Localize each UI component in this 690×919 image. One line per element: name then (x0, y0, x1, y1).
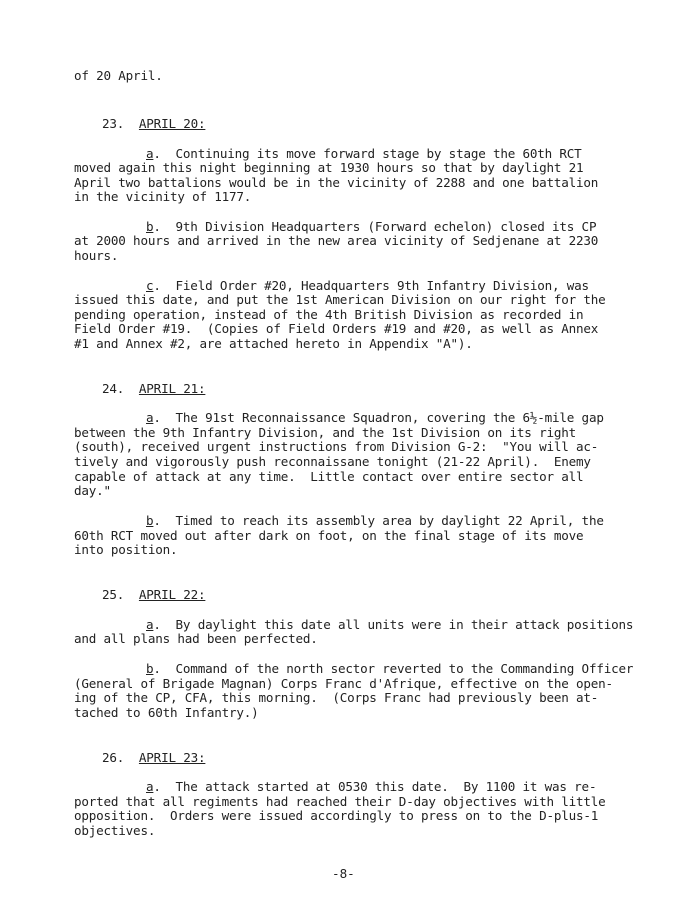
section-heading (102, 116, 205, 131)
paragraph-line: into position. (74, 542, 178, 557)
paragraph-line: objectives. (74, 823, 156, 838)
paragraph-letter: b (146, 219, 154, 234)
section-heading (102, 587, 205, 602)
section-date: APRIL 22: (138, 587, 206, 602)
paragraph-line: Field Order #19. (Copies of Field Orders #19 and #20, as well as Annex (74, 321, 599, 336)
section-heading (102, 750, 205, 765)
paragraph-line: and all plans had been perfected. (74, 631, 318, 646)
paragraph-line: tively and vigorously push reconnaissane tonight (21-22 April). Enemy (74, 454, 591, 469)
section-number: 25. (102, 587, 125, 602)
paragraph-letter: c (146, 278, 154, 293)
section-number: 24. (102, 381, 125, 396)
paragraph-letter: a (146, 617, 154, 632)
paragraph-letter: b (146, 513, 154, 528)
paragraph-line: capable of attack at any time. Little contact over entire sector all (74, 469, 584, 484)
paragraph-line: in the vicinity of 1177. (74, 189, 252, 204)
section-date: APRIL 21: (138, 381, 206, 396)
paragraph-first-line: a. By daylight this date all units were in their attack positions (146, 617, 634, 632)
paragraph-first-line: a. The attack started at 0530 this date. By 1100 it was re- (146, 779, 597, 794)
paragraph-first-line: c. Field Order #20, Headquarters 9th Infantry Division, was (146, 278, 589, 293)
paragraph-line: day." (74, 483, 111, 498)
section-number: 26. (102, 750, 125, 765)
paragraph-letter: b (146, 661, 154, 676)
paragraph-line: opposition. Orders were issued accordingly to press on to the D-plus-1 (74, 808, 599, 823)
section-date: APRIL 20: (138, 116, 206, 131)
paragraph-line: (south), received urgent instructions from Division G-2: "You will ac- (74, 439, 599, 454)
paragraph-line: tached to 60th Infantry.) (74, 705, 259, 720)
paragraph-first-line: b. Command of the north sector reverted to the Commanding Officer (146, 661, 634, 676)
paragraph-line: issued this date, and put the 1st American Division on our right for the (74, 292, 606, 307)
section-number: 23. (102, 116, 125, 131)
paragraph-letter: a (146, 779, 154, 794)
paragraph-line: ported that all regiments had reached their D-day objectives with little (74, 794, 606, 809)
paragraph-letter: a (146, 146, 154, 161)
paragraph-line: at 2000 hours and arrived in the new area vicinity of Sedjenane at 2230 (74, 233, 599, 248)
paragraph-first-line: a. Continuing its move forward stage by stage the 60th RCT (146, 146, 582, 161)
section-date: APRIL 23: (138, 750, 206, 765)
page-number: -8- (332, 866, 355, 881)
paragraph-line: #1 and Annex #2, are attached hereto in Appendix "A"). (74, 336, 473, 351)
opening-line: of 20 April. (74, 68, 163, 83)
paragraph-first-line: b. Timed to reach its assembly area by daylight 22 April, the (146, 513, 604, 528)
section-heading (102, 381, 205, 396)
paragraph-line: 60th RCT moved out after dark on foot, on the final stage of its move (74, 528, 584, 543)
paragraph-line: between the 9th Infantry Division, and the 1st Division on its right (74, 425, 576, 440)
paragraph-first-line: a. The 91st Reconnaissance Squadron, covering the 6½-mile gap (146, 410, 604, 425)
paragraph-line: moved again this night beginning at 1930 hours so that by daylight 21 (74, 160, 584, 175)
paragraph-line: pending operation, instead of the 4th British Division as recorded in (74, 307, 584, 322)
paragraph-line: April two battalions would be in the vicinity of 2288 and one battalion (74, 175, 599, 190)
paragraph-line: hours. (74, 248, 119, 263)
paragraph-line: (General of Brigade Magnan) Corps Franc d'Afrique, effective on the open- (74, 676, 613, 691)
paragraph-first-line: b. 9th Division Headquarters (Forward echelon) closed its CP (146, 219, 597, 234)
paragraph-letter: a (146, 410, 154, 425)
paragraph-line: ing of the CP, CFA, this morning. (Corps Franc had previously been at- (74, 690, 599, 705)
